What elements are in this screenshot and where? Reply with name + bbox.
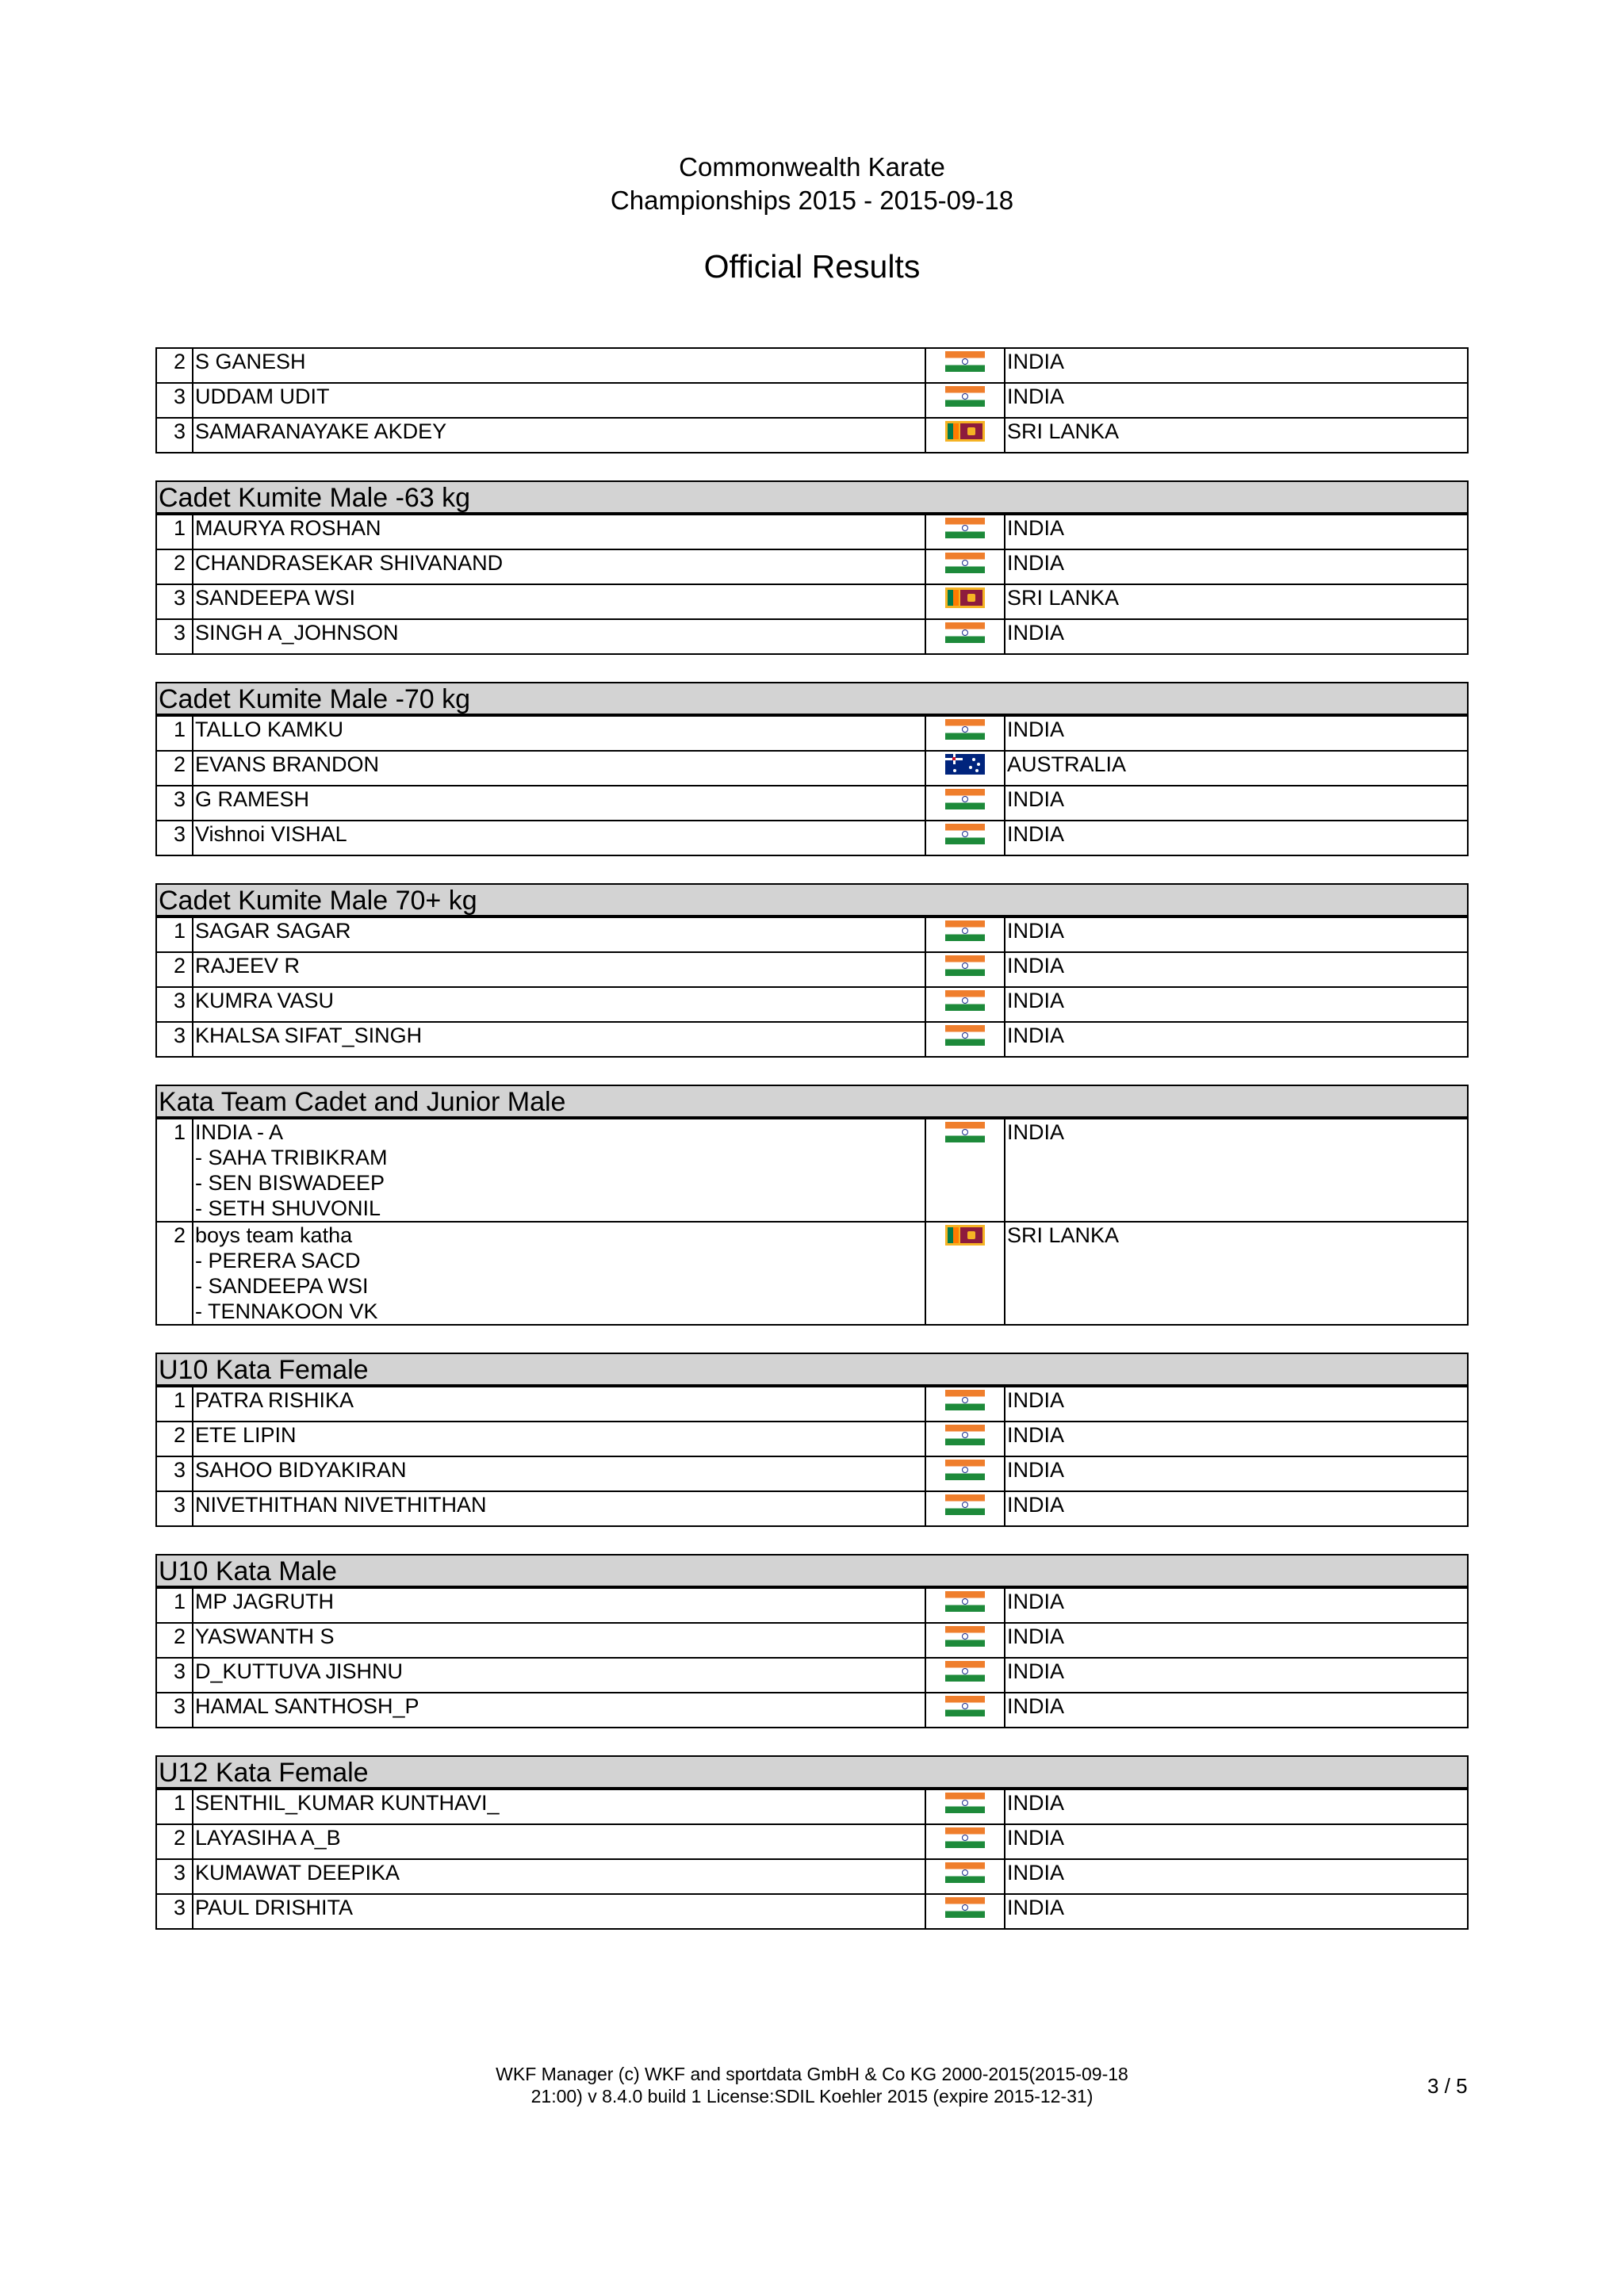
- flag-cell: [925, 1422, 1005, 1456]
- page-title: Official Results: [703, 248, 921, 285]
- competitor-cell: [193, 1859, 925, 1894]
- country-cell: SRI LANKA: [1005, 584, 1468, 619]
- flag-cell: [925, 751, 1005, 786]
- country-cell: INDIA: [1005, 821, 1468, 855]
- country-cell: INDIA: [1005, 1491, 1468, 1526]
- place-cell: 2: [156, 1824, 193, 1859]
- competitor-name: boys team katha: [195, 1223, 353, 1247]
- category-block: [155, 883, 1469, 1058]
- place-cell: 1: [156, 917, 193, 952]
- flag-cell: [925, 1623, 1005, 1658]
- competitor-name: TALLO KAMKU: [195, 718, 344, 741]
- team-member: - PERERA SACD: [195, 1249, 361, 1272]
- table-row: [156, 1456, 1468, 1491]
- competitor-name: SAHOO BIDYAKIRAN: [195, 1458, 407, 1482]
- india-flag-icon: [945, 553, 985, 573]
- country-cell: INDIA: [1005, 1119, 1468, 1222]
- team-member: - TENNAKOON VK: [195, 1299, 378, 1323]
- india-flag-icon: [945, 1460, 985, 1480]
- flag-cell: [925, 1456, 1005, 1491]
- competitor-cell: [193, 1824, 925, 1859]
- country-cell: SRI LANKA: [1005, 418, 1468, 453]
- category-block: [155, 1353, 1469, 1527]
- star-icon: [977, 763, 980, 766]
- chakra-icon: [962, 1432, 968, 1438]
- table-row: [156, 821, 1468, 855]
- chakra-icon: [962, 726, 968, 733]
- flag-cell: [925, 549, 1005, 584]
- india-flag-icon: [945, 622, 985, 643]
- category-block: [155, 1755, 1469, 1930]
- place-cell: 1: [156, 716, 193, 751]
- place-cell: 2: [156, 751, 193, 786]
- india-flag-icon: [945, 824, 985, 844]
- place-cell: 1: [156, 1789, 193, 1824]
- flag-cell: [925, 716, 1005, 751]
- competitor-cell: [193, 1387, 925, 1422]
- competitor-name: SANDEEPA WSI: [195, 586, 356, 610]
- flag-cell: [925, 1022, 1005, 1057]
- chakra-icon: [962, 962, 968, 969]
- chakra-icon: [962, 1904, 968, 1911]
- competitor-name: KHALSA SIFAT_SINGH: [195, 1024, 423, 1047]
- table-row: [156, 348, 1468, 383]
- competitor-name: MP JAGRUTH: [195, 1590, 335, 1613]
- category-title: Cadet Kumite Male 70+ kg: [155, 883, 1469, 916]
- place-cell: 1: [156, 1387, 193, 1422]
- competitor-name: EVANS BRANDON: [195, 752, 380, 776]
- results-table: [155, 1789, 1469, 1930]
- competitor-name: KUMRA VASU: [195, 989, 335, 1012]
- australia-flag-icon: [945, 754, 985, 775]
- competitor-name: NIVETHITHAN NIVETHITHAN: [195, 1493, 487, 1517]
- place-cell: 2: [156, 1222, 193, 1325]
- competitor-cell: [193, 383, 925, 418]
- competitor-cell: [193, 418, 925, 453]
- india-flag-icon: [945, 1862, 985, 1883]
- competitor-cell: [193, 1422, 925, 1456]
- table-row: [156, 1022, 1468, 1057]
- lion-panel-icon: [960, 423, 982, 439]
- india-flag-icon: [945, 1122, 985, 1142]
- event-name-line1: Commonwealth Karate: [679, 152, 945, 182]
- country-cell: SRI LANKA: [1005, 1222, 1468, 1325]
- competitor-name: UDDAM UDIT: [195, 385, 330, 408]
- place-cell: 1: [156, 515, 193, 549]
- table-row: [156, 1894, 1468, 1929]
- flag-stripe-orange: [953, 1227, 959, 1243]
- star-icon: [972, 758, 975, 761]
- table-row: [156, 1491, 1468, 1526]
- chakra-icon: [962, 1835, 968, 1841]
- competitor-name: Vishnoi VISHAL: [195, 822, 347, 846]
- chakra-icon: [962, 358, 968, 365]
- category-block: [155, 1085, 1469, 1326]
- place-cell: 3: [156, 1491, 193, 1526]
- place-cell: 3: [156, 1456, 193, 1491]
- chakra-icon: [962, 560, 968, 566]
- place-cell: 2: [156, 952, 193, 987]
- competitor-name: YASWANTH S: [195, 1624, 335, 1648]
- table-row: [156, 786, 1468, 821]
- flag-cell: [925, 821, 1005, 855]
- page-footer: [0, 2063, 1624, 2107]
- flag-cell: [925, 917, 1005, 952]
- country-cell: INDIA: [1005, 348, 1468, 383]
- competitor-name: ETE LIPIN: [195, 1423, 297, 1447]
- flag-cell: [925, 418, 1005, 453]
- competitor-name: HAMAL SANTHOSH_P: [195, 1694, 419, 1718]
- competitor-cell: [193, 348, 925, 383]
- place-cell: 3: [156, 1859, 193, 1894]
- competitor-cell: [193, 1119, 925, 1222]
- table-row: [156, 1623, 1468, 1658]
- competitor-name: RAJEEV R: [195, 954, 301, 978]
- competitor-cell: [193, 1022, 925, 1057]
- place-cell: 1: [156, 1588, 193, 1623]
- competitor-name: MAURYA ROSHAN: [195, 516, 381, 540]
- india-flag-icon: [945, 1793, 985, 1813]
- flag-cell: [925, 1491, 1005, 1526]
- chakra-icon: [962, 629, 968, 636]
- table-row: [156, 619, 1468, 654]
- star-icon: [969, 766, 972, 769]
- competitor-cell: [193, 1222, 925, 1325]
- chakra-icon: [962, 796, 968, 802]
- country-cell: INDIA: [1005, 1387, 1468, 1422]
- india-flag-icon: [945, 1661, 985, 1682]
- competitor-cell: [193, 1588, 925, 1623]
- table-row: [156, 1422, 1468, 1456]
- competitor-cell: [193, 952, 925, 987]
- chakra-icon: [962, 1800, 968, 1806]
- sri-lanka-flag-icon: [945, 587, 985, 608]
- country-cell: INDIA: [1005, 515, 1468, 549]
- place-cell: 3: [156, 987, 193, 1022]
- category-title: U10 Kata Female: [155, 1353, 1469, 1386]
- country-cell: INDIA: [1005, 383, 1468, 418]
- place-cell: 2: [156, 549, 193, 584]
- competitor-cell: [193, 1894, 925, 1929]
- competitor-cell: [193, 1789, 925, 1824]
- table-row: [156, 1588, 1468, 1623]
- competitor-name: INDIA - A: [195, 1120, 284, 1144]
- table-row: [156, 1387, 1468, 1422]
- competitor-name: PATRA RISHIKA: [195, 1388, 354, 1412]
- chakra-icon: [962, 1397, 968, 1403]
- flag-cell: [925, 515, 1005, 549]
- table-row: [156, 584, 1468, 619]
- results-table: [155, 1587, 1469, 1728]
- country-cell: INDIA: [1005, 549, 1468, 584]
- flag-cell: [925, 1824, 1005, 1859]
- flag-cell: [925, 1222, 1005, 1325]
- chakra-icon: [962, 1032, 968, 1039]
- event-name-line2: Championships 2015 - 2015-09-18: [610, 186, 1014, 215]
- country-cell: INDIA: [1005, 1422, 1468, 1456]
- results-table: [155, 514, 1469, 655]
- competitor-cell: [193, 751, 925, 786]
- flag-cell: [925, 1658, 1005, 1693]
- chakra-icon: [962, 393, 968, 400]
- place-cell: 3: [156, 1693, 193, 1728]
- table-row: [156, 917, 1468, 952]
- india-flag-icon: [945, 789, 985, 809]
- sri-lanka-flag-icon: [945, 421, 985, 442]
- india-flag-icon: [945, 1591, 985, 1612]
- flag-stripe-orange: [953, 423, 959, 439]
- table-row: [156, 987, 1468, 1022]
- place-cell: 2: [156, 1422, 193, 1456]
- chakra-icon: [962, 831, 968, 837]
- india-flag-icon: [945, 1696, 985, 1716]
- page-header: [0, 151, 1624, 287]
- competitor-cell: [193, 821, 925, 855]
- flag-stripe-green: [948, 423, 953, 439]
- results-table: [155, 1118, 1469, 1326]
- country-cell: INDIA: [1005, 1789, 1468, 1824]
- category-block: [155, 1554, 1469, 1728]
- table-row: [156, 716, 1468, 751]
- country-cell: INDIA: [1005, 917, 1468, 952]
- team-member: - SETH SHUVONIL: [195, 1196, 381, 1220]
- team-member: - SAHA TRIBIKRAM: [195, 1146, 388, 1169]
- flag-cell: [925, 1588, 1005, 1623]
- place-cell: 2: [156, 348, 193, 383]
- india-flag-icon: [945, 955, 985, 976]
- footer-line1: WKF Manager (c) WKF and sportdata GmbH & Co KG 2000-2015(2015-09-18: [496, 2064, 1128, 2084]
- table-row: [156, 1859, 1468, 1894]
- flag-cell: [925, 1859, 1005, 1894]
- india-flag-icon: [945, 1390, 985, 1410]
- competitor-name: PAUL DRISHITA: [195, 1896, 354, 1919]
- competitor-cell: [193, 1491, 925, 1526]
- results-table: [155, 715, 1469, 856]
- country-cell: INDIA: [1005, 1456, 1468, 1491]
- flag-cell: [925, 348, 1005, 383]
- competitor-cell: [193, 1658, 925, 1693]
- results-table: [155, 347, 1469, 453]
- chakra-icon: [962, 1869, 968, 1876]
- category-block: [155, 480, 1469, 655]
- india-flag-icon: [945, 719, 985, 740]
- place-cell: 3: [156, 786, 193, 821]
- footer-line2: 21:00) v 8.4.0 build 1 License:SDIL Koehler 2015 (expire 2015-12-31): [530, 2086, 1094, 2107]
- results-content: [155, 347, 1469, 1957]
- chakra-icon: [962, 1598, 968, 1605]
- flag-stripe-orange: [953, 590, 959, 606]
- country-cell: INDIA: [1005, 987, 1468, 1022]
- flag-stripe-green: [948, 590, 953, 606]
- flag-cell: [925, 1119, 1005, 1222]
- flag-cell: [925, 1894, 1005, 1929]
- competitor-cell: [193, 619, 925, 654]
- competitor-cell: [193, 917, 925, 952]
- table-row: [156, 1789, 1468, 1824]
- flag-cell: [925, 952, 1005, 987]
- india-flag-icon: [945, 1897, 985, 1918]
- india-flag-icon: [945, 1425, 985, 1445]
- team-member: - SEN BISWADEEP: [195, 1171, 385, 1195]
- country-cell: INDIA: [1005, 1022, 1468, 1057]
- star-icon: [953, 769, 956, 772]
- competitor-cell: [193, 584, 925, 619]
- category-title: U10 Kata Male: [155, 1554, 1469, 1587]
- union-jack-cross-icon: [952, 757, 956, 760]
- table-row: [156, 549, 1468, 584]
- competitor-cell: [193, 1693, 925, 1728]
- competitor-cell: [193, 549, 925, 584]
- results-table: [155, 1386, 1469, 1527]
- chakra-icon: [962, 525, 968, 531]
- table-row: [156, 1119, 1468, 1222]
- place-cell: 3: [156, 418, 193, 453]
- country-cell: INDIA: [1005, 1623, 1468, 1658]
- continued-category-block: [155, 347, 1469, 453]
- competitor-cell: [193, 716, 925, 751]
- place-cell: 1: [156, 1119, 193, 1222]
- competitor-name: CHANDRASEKAR SHIVANAND: [195, 551, 504, 575]
- category-title: U12 Kata Female: [155, 1755, 1469, 1789]
- country-cell: INDIA: [1005, 1824, 1468, 1859]
- place-cell: 3: [156, 619, 193, 654]
- chakra-icon: [962, 1633, 968, 1640]
- country-cell: INDIA: [1005, 619, 1468, 654]
- india-flag-icon: [945, 351, 985, 372]
- india-flag-icon: [945, 1827, 985, 1848]
- country-cell: INDIA: [1005, 786, 1468, 821]
- lion-panel-icon: [960, 590, 982, 606]
- flag-stripe-green: [948, 1227, 953, 1243]
- country-cell: INDIA: [1005, 1658, 1468, 1693]
- table-row: [156, 418, 1468, 453]
- flag-cell: [925, 987, 1005, 1022]
- table-row: [156, 1222, 1468, 1325]
- table-row: [156, 1824, 1468, 1859]
- flag-cell: [925, 786, 1005, 821]
- india-flag-icon: [945, 920, 985, 941]
- chakra-icon: [962, 1703, 968, 1709]
- country-cell: INDIA: [1005, 1693, 1468, 1728]
- lion-panel-icon: [960, 1227, 982, 1243]
- india-flag-icon: [945, 1494, 985, 1515]
- competitor-name: SAMARANAYAKE AKDEY: [195, 419, 447, 443]
- competitor-name: LAYASIHA A_B: [195, 1826, 341, 1850]
- table-row: [156, 952, 1468, 987]
- flag-cell: [925, 1387, 1005, 1422]
- place-cell: 3: [156, 821, 193, 855]
- india-flag-icon: [945, 990, 985, 1011]
- competitor-cell: [193, 1456, 925, 1491]
- flag-cell: [925, 619, 1005, 654]
- flag-cell: [925, 1693, 1005, 1728]
- india-flag-icon: [945, 386, 985, 407]
- country-cell: INDIA: [1005, 952, 1468, 987]
- category-title: Cadet Kumite Male -63 kg: [155, 480, 1469, 514]
- star-icon: [975, 769, 979, 772]
- place-cell: 3: [156, 1894, 193, 1929]
- chakra-icon: [962, 1467, 968, 1473]
- country-cell: AUSTRALIA: [1005, 751, 1468, 786]
- place-cell: 3: [156, 1022, 193, 1057]
- place-cell: 3: [156, 584, 193, 619]
- india-flag-icon: [945, 1025, 985, 1046]
- table-row: [156, 515, 1468, 549]
- competitor-name: G RAMESH: [195, 787, 310, 811]
- chakra-icon: [962, 1129, 968, 1135]
- india-flag-icon: [945, 518, 985, 538]
- results-table: [155, 916, 1469, 1058]
- place-cell: 3: [156, 1658, 193, 1693]
- team-member: - SANDEEPA WSI: [195, 1274, 369, 1298]
- flag-cell: [925, 383, 1005, 418]
- country-cell: INDIA: [1005, 716, 1468, 751]
- chakra-icon: [962, 1668, 968, 1674]
- flag-cell: [925, 1789, 1005, 1824]
- competitor-name: SINGH A_JOHNSON: [195, 621, 399, 645]
- table-row: [156, 383, 1468, 418]
- country-cell: INDIA: [1005, 1894, 1468, 1929]
- competitor-cell: [193, 987, 925, 1022]
- competitor-name: D_KUTTUVA JISHNU: [195, 1659, 404, 1683]
- category-block: [155, 682, 1469, 856]
- sri-lanka-flag-icon: [945, 1225, 985, 1246]
- place-cell: 3: [156, 383, 193, 418]
- place-cell: 2: [156, 1623, 193, 1658]
- table-row: [156, 1658, 1468, 1693]
- competitor-name: S GANESH: [195, 350, 306, 373]
- chakra-icon: [962, 1502, 968, 1508]
- table-row: [156, 751, 1468, 786]
- competitor-name: SAGAR SAGAR: [195, 919, 351, 943]
- country-cell: INDIA: [1005, 1588, 1468, 1623]
- chakra-icon: [962, 997, 968, 1004]
- table-row: [156, 1693, 1468, 1728]
- competitor-cell: [193, 515, 925, 549]
- page-number: 3 / 5: [1427, 2074, 1468, 2098]
- competitor-name: SENTHIL_KUMAR KUNTHAVI_: [195, 1791, 500, 1815]
- flag-cell: [925, 584, 1005, 619]
- competitor-cell: [193, 1623, 925, 1658]
- competitor-name: KUMAWAT DEEPIKA: [195, 1861, 400, 1885]
- india-flag-icon: [945, 1626, 985, 1647]
- chakra-icon: [962, 928, 968, 934]
- country-cell: INDIA: [1005, 1859, 1468, 1894]
- category-title: Kata Team Cadet and Junior Male: [155, 1085, 1469, 1118]
- competitor-cell: [193, 786, 925, 821]
- category-title: Cadet Kumite Male -70 kg: [155, 682, 1469, 715]
